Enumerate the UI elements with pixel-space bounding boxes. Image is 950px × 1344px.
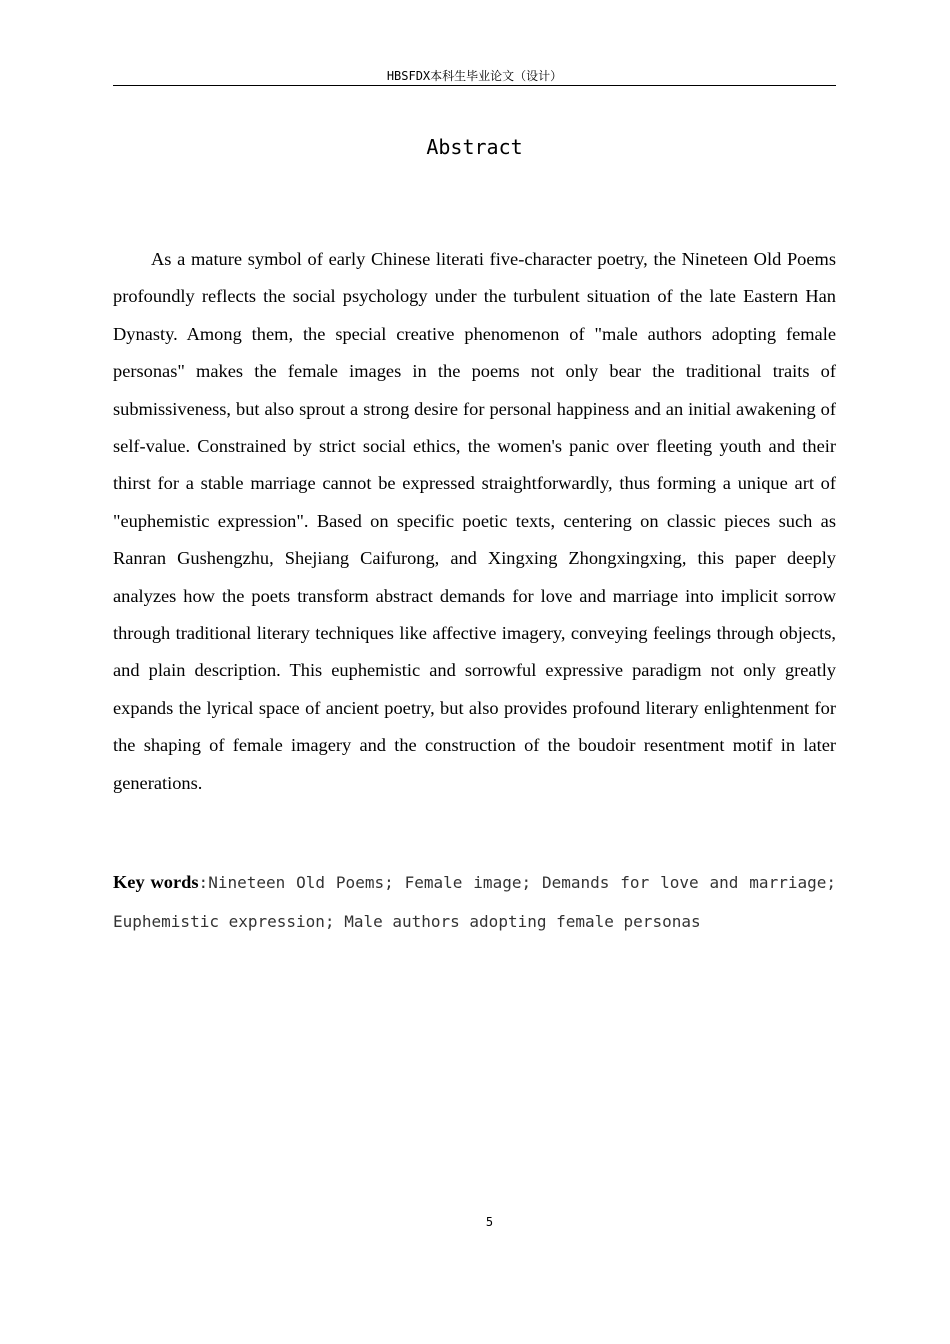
section-title: Abstract (426, 135, 523, 159)
keywords-line (113, 864, 836, 941)
keywords-text: Nineteen Old Poems; Female image; Demands for love and marriage; Euphemistic expression; Male authors adopting female personas (113, 873, 836, 931)
page-number: 5 (485, 1215, 494, 1229)
keywords-label: Key words (113, 872, 199, 892)
running-header: HBSFDX本科生毕业论文（设计） (386, 69, 563, 83)
header-rule (113, 85, 836, 86)
abstract-paragraph: As a mature symbol of early Chinese literati five-character poetry, the Nineteen Old Poems profoundly reflects the social psychology under the turbulent situation of the late Eastern Han Dynasty. Among them, the special creative phenomenon of "male authors adopting female personas" makes the female images in the poems not only bear the traditional traits of submissiveness, but also sprout a strong desire for personal happiness and an initial awakening of self-value. Constrained by strict social ethics, the women's panic over fleeting youth and their thirst for a stable marriage cannot be expressed straightforwardly, thus forming a unique art of "euphemistic expression". Based on specific poetic texts, centering on classic pieces such as Ranran Gushengzhu, Shejiang Caifurong, and Xingxing Zhongxingxing, this paper deeply analyzes how the poets transform abstract demands for love and marriage into implicit sorrow through traditional literary techniques like affective imagery, conveying feelings through objects, and plain description. This euphemistic and sorrowful expressive paradigm not only greatly expands the lyrical space of ancient poetry, but also provides profound literary enlightenment for the shaping of female imagery and the construction of the boudoir resentment motif in later generations. (113, 249, 836, 793)
keywords-separator: : (198, 873, 209, 892)
